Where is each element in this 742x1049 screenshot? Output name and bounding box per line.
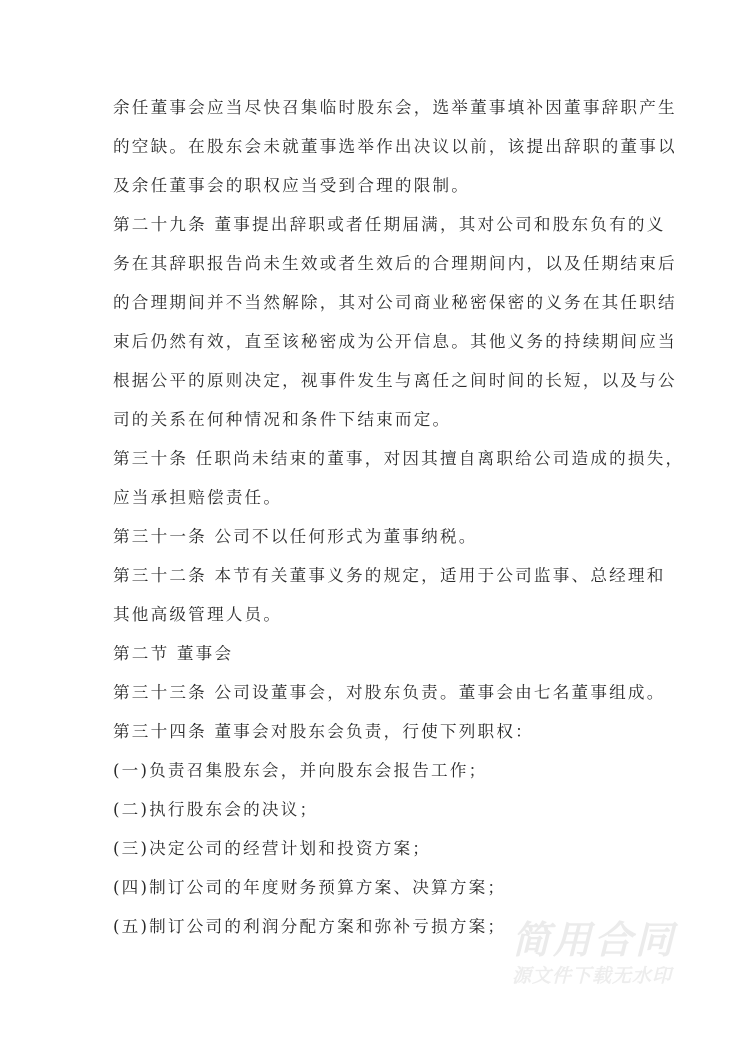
list-item: (五)制订公司的利润分配方案和弥补亏损方案；	[113, 917, 507, 936]
list-item: (四)制订公司的年度财务预算方案、决算方案；	[113, 878, 507, 897]
list-item: (三)决定公司的经营计划和投资方案；	[113, 839, 432, 858]
text-line: 司的关系在何种情况和条件下结束而定。	[113, 410, 452, 429]
text-line: 的合理期间并不当然解除，其对公司商业秘密保密的义务在其任职结	[113, 293, 677, 312]
text-line: 根据公平的原则决定，视事件发生与离任之间时间的长短，以及与公	[113, 371, 677, 390]
article-31-line: 第三十一条 公司不以任何形式为董事纳税。	[113, 527, 478, 546]
list-item: (一)负责召集股东会，并向股东会报告工作；	[113, 761, 488, 780]
text-line: 应当承担赔偿责任。	[113, 488, 283, 507]
text-line: 其他高级管理人员。	[113, 605, 283, 624]
watermark-subtitle: 源文件下载无水印	[512, 965, 673, 987]
watermark-title: 简用合同	[512, 918, 677, 962]
text-line: 及余任董事会的职权应当受到合理的限制。	[113, 176, 471, 195]
article-30-line: 第三十条 任职尚未结束的董事，对因其擅自离职给公司造成的损失，	[113, 449, 685, 468]
text-line: 务在其辞职报告尚未生效或者生效后的合理期间内，以及任期结束后	[113, 254, 677, 273]
article-32-line: 第三十二条 本节有关董事义务的规定，适用于公司监事、总经理和	[113, 566, 666, 585]
article-34-line: 第三十四条 董事会对股东会负责，行使下列职权：	[113, 722, 534, 741]
text-line: 束后仍然有效，直至该秘密成为公开信息。其他义务的持续期间应当	[113, 332, 677, 351]
article-29-heading-line: 第二十九条 董事提出辞职或者任期届满，其对公司和股东负有的义	[113, 215, 666, 234]
text-line: 余任董事会应当尽快召集临时股东会，选举董事填补因董事辞职产生	[113, 98, 677, 117]
text-line: 的空缺。在股东会未就董事选举作出决议以前，该提出辞职的董事以	[113, 137, 677, 156]
article-33-line: 第三十三条 公司设董事会，对股东负责。董事会由七名董事组成。	[113, 683, 666, 702]
section-heading: 第二节 董事会	[113, 644, 234, 663]
list-item: (二)执行股东会的决议；	[113, 800, 319, 819]
